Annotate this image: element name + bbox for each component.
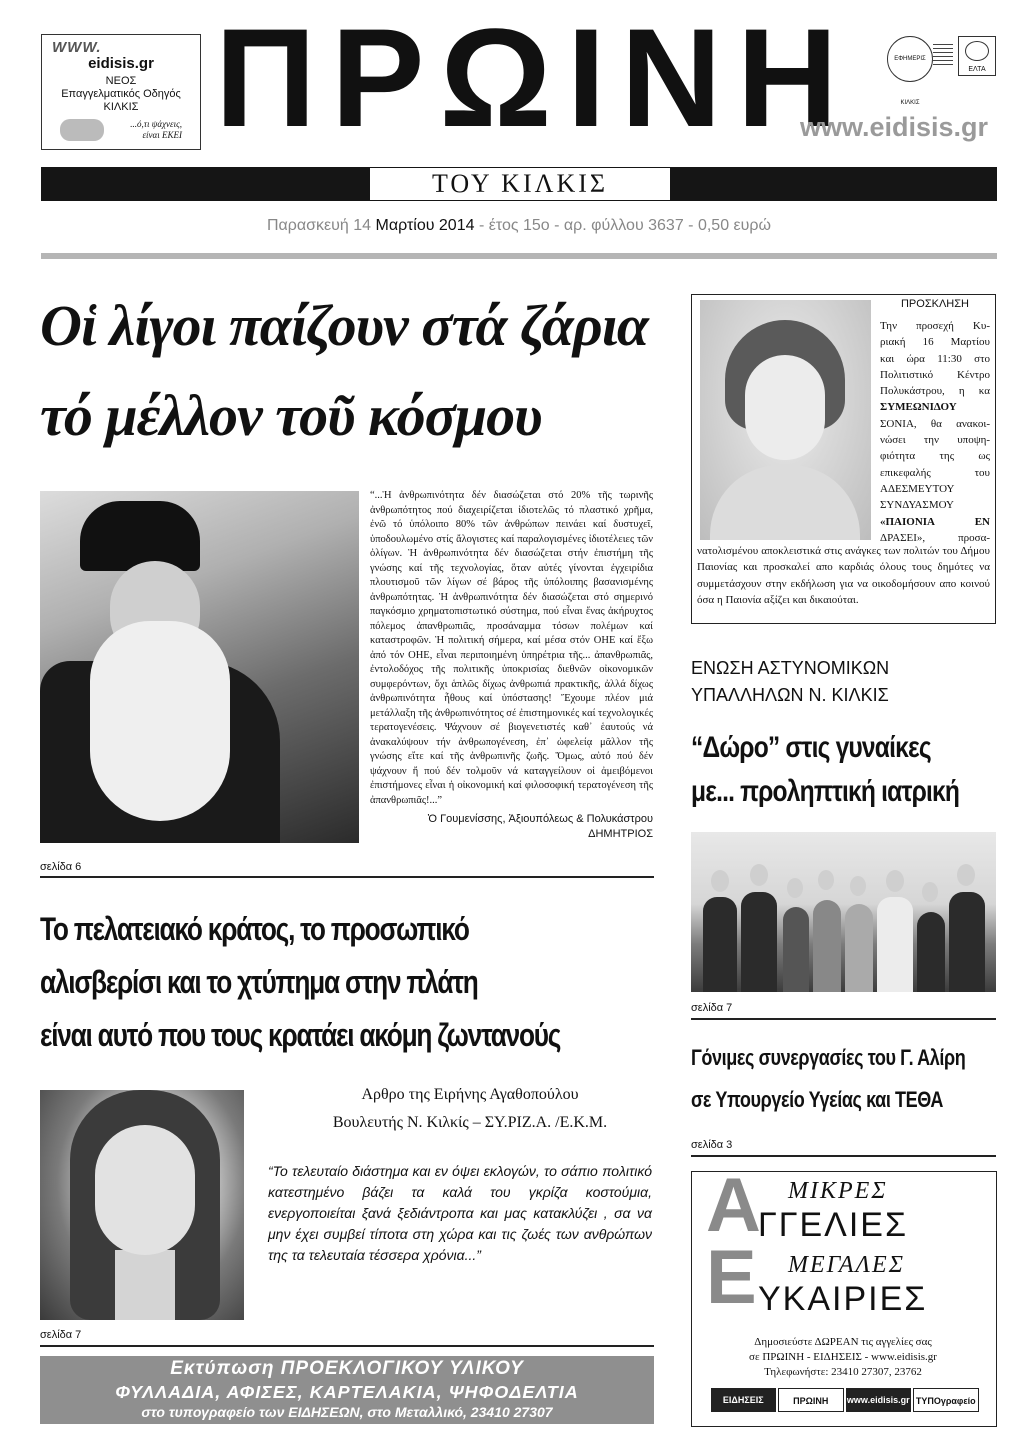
page-ref[interactable]: σελίδα 7 [40, 1329, 82, 1341]
second-headline[interactable]: αλισβερίσι και το χτύπημα στην πλάτη [40, 964, 478, 1000]
dateline-date: Μαρτίου 2014 [375, 217, 475, 234]
promo-www-logo: WWW. [52, 39, 102, 56]
classifieds-info: σε ΠΡΩΙΝΗ - ΕΙΔΗΣΕΙΣ - www.eidisis.gr [749, 1351, 937, 1363]
byline: Αρθρο της Ειρήνης Αγαθοπούλου [361, 1086, 579, 1103]
hermes-icon [965, 41, 989, 61]
print-ad-contact: στο τυπογραφείο των ΕΙΔΗΣΕΩΝ, στο Μεταλλικό, 23410 27307 [141, 1404, 553, 1420]
handshake-icon [60, 119, 104, 141]
print-ad-items: ΦΥΛΛΑΔΙΑ, ΑΦΙΣΕΣ, ΚΑΡΤΕΛΑΚΙΑ, ΨΗΦΟΔΕΛΤΙΑ [115, 1382, 579, 1402]
promo-line: ΚΙΛΚΙΣ [103, 101, 139, 113]
invitation-body: νατολισμένου αποκλειστικά στις ανάγκες των πολιτών του Δήμου Παιονίας και προσκαλεί απο καρδιάς όλους τους δημότες να συμμετάσχουν στην εκδήλωση για να οικοδομήσουν απο κοινού όσα η Παιονία αξίζει και δικαιούται. [697, 545, 990, 606]
dateline [41, 217, 997, 235]
candidate-photo [700, 300, 871, 540]
police-headline[interactable]: με... προληπτική ιατρική [691, 775, 960, 808]
bishop-photo [40, 491, 359, 843]
invitation-title: ΠΡΟΣΚΛΗΣΗ [900, 298, 969, 310]
section-rule [691, 1155, 996, 1157]
logo-proini: ΠΡΩΙΝΗ [778, 1388, 845, 1412]
police-kicker: ΕΝΩΣΗ ΑΣΤΥΝΟΜΙΚΩΝ [691, 658, 890, 678]
masthead-title: ΠΡΩΙΝΗ [215, 0, 853, 156]
postal-stamp-icon: ΕΦΗΜΕΡΙΣ ΚΙΛΚΙΣ [887, 36, 933, 82]
logo-eidiseis: ΕΙΔΗΣΕΙΣ [711, 1388, 776, 1412]
elta-label: ΕΛΤΑ [968, 66, 986, 73]
page-ref[interactable]: σελίδα 6 [40, 861, 82, 873]
logo-typografeio: ΤΥΠΟγραφείο [913, 1388, 980, 1412]
promo-tagline: ...ό,τι ψάχνεις, είναι ΕΚΕΙ [130, 119, 182, 140]
quote-signature-name: ΔΗΜΗΤΡΙΟΣ [588, 828, 653, 840]
classifieds-initial-a: Α [706, 1163, 761, 1248]
promo-line: Επαγγελματικός Οδηγός [61, 88, 181, 100]
lead-headline[interactable]: Οἱ λίγοι παίζουν στά ζάρια [40, 293, 648, 358]
print-ad-title: Εκτύπωση ΠΡΟΕΚΛΟΓΙΚΟΥ ΥΛΙΚΟΥ [170, 1358, 524, 1379]
police-kicker: ΥΠΑΛΛΗΛΩΝ Ν. ΚΙΛΚΙΣ [691, 685, 889, 705]
second-quote: “Το τελευταίο διάστημα και εν όψει εκλογών, το σάπιο πολιτικό κατεστημένο βάζει τα καλά του γκρίζα κοστούμια, ενεργοποιείται ξανά ξεδιάντροπα και μας κατακλύζει , σα να μην έχει συμβεί τίποτα στη χώρα και τις ζωές των ανθρώπων της τα τελευταία τέσσερα χρόνια...” [268, 1163, 652, 1263]
classifieds-megales: ΜΕΓΑΛΕΣ [788, 1252, 905, 1278]
invitation-text: Την προσεχή Κυ- ριακή 16 Μαρτίου και ώρα 11:30 στο Πολιτιστικό Κέντρο Πολυκάστρου, η κα ΣΥΜΕΩΝΙΔΟΥ ΣΟΝΙΑ, θα ανακοι- νώσει την υποψη- φιότητα της ως επικεφαλής του ΑΔΕΣΜΕΥΤΟΥ ΣΥΝΔΥΑΣΜΟΥ «ΠΑΙΟΝΙΑ ΕΝ ΔΡΑΣΕΙ», προσα- [880, 320, 990, 544]
author-photo [40, 1090, 244, 1320]
second-headline[interactable]: είναι αυτό που τους κρατάει ακόμη ζωντανούς [40, 1017, 561, 1053]
elta-stamp-icon [958, 36, 996, 76]
classifieds-initial-e: Ε [706, 1235, 757, 1320]
dateline-day: Παρασκευή 14 [266, 217, 376, 234]
classifieds-phone: Τηλεφωνήστε: 23410 27307, 23762 [764, 1366, 922, 1378]
classifieds-eukairies: ΥΚΑΙΡΙΕΣ [758, 1280, 928, 1318]
group-photo [691, 832, 996, 992]
page-ref[interactable]: σελίδα 3 [691, 1139, 733, 1151]
alir-headline[interactable]: Γόνιμες συνεργασίες του Γ. Αλίρη [691, 1045, 966, 1070]
promo-line: ΝΕΟΣ [105, 75, 137, 87]
promo-site: eidisis.gr [88, 55, 154, 72]
page-ref[interactable]: σελίδα 7 [691, 1002, 733, 1014]
section-rule [691, 1018, 996, 1020]
quote-signature: Ὁ Γουμενίσσης, Ἀξιουπόλεως & Πολυκάστρου [427, 813, 653, 825]
police-headline[interactable]: “Δώρο” στις γυναίκες [691, 731, 931, 764]
print-ad [40, 1356, 654, 1424]
lead-quote: “...Ἡ ἀνθρωπινότητα δέν διασώζεται στό 20% τῆς τωρινῆς ἀνθρωπότητος πού διαχειρίζεται ἰδιοτελῶς τό πλαστικό χρῆμα, ἐνῶ τό ὑπόλοιπο 80% τῶν ἀνθρώπων πεινάει καί δυστυχεῖ, ὑποδουλωμένο στίς ἄλογιστες καί παραλογισμένες ἰδιοτέλειες τῶν ὀλίγων. Ἡ ἀνθρωπινότητα δέν διασώζεται στήν ἐπιστήμη τῆς γνώσης καί τῆς τεχνολογίας, ὅταν αὐτές γίνονται ἐγχειρίδια πλουτισμοῦ τῶν λίγων σέ βάρος τῆς ὑπόλοιπης βασανισμένης ἀνθρωπότητας. Ἡ ἀνθρωπινότητα δέν διασώζεται στό σημερινό παγκόσμιο χρηματοπιστωτικό σύστημα, πού εἶναι ἕνας ἀκήρυχτος πόλεμος ἀπανθρωπιᾶς, πρoσάναμμα τόσων πολέμων καί καταστροφῶν. Ἡ πολιτική σήμερα, καί μέσα στόν ΟΗΕ καί ἔξω ἀπό τόν ΟΗΕ, εἶναι περιπoιημένη ὑπηρέτρια τῆς... ἀπανθρωπιᾶς, ἐντολοδόχος τῆς πολιτικῆς ὑποκρισίας διεθνῶν οἰκονομικῶν συμφερόντων, ὄχι ἁπλῶς δίχως ἀνθρωπιά πρακτικῆς, ἀλλά δίχως ἀνθρωπινότητα ἦθους καί ὑπόστασης! Ἔχουμε πλέον μιά μετάλλαξη τῆς ἀνθρωπινότητος σέ ἐπιστημονικές καί τεχνολογικές τερατογενέσεις. Ψάχνουν σέ βιογενετιστές καθ᾽ ἑαυτούς νά ἀνακαλύψουν τήν ἀνθρωπογένεση, ἐπ᾽ ὠφελείᾳ μᾶλλον τῆς γνώσης εἴτε καί τῆς ἀνθρωπινῆς ζωῆς. Ὅμως, αὐτό πού δέν ψάχνουν ἤ πού δέν τολμοῦν νά καταγγείλουν οἱ ἀμειβόμενοι ἐπιστήμονες εἶναι ἡ οἰκονομική καί φιλοσοφική τερατογένεση τῆς ἀπανθρωπιᾶς!...” [370, 490, 653, 806]
promo-box [41, 34, 201, 150]
section-rule [40, 876, 654, 878]
second-headline[interactable]: Το πελατειακό κράτος, το προσωπικό [40, 911, 469, 947]
classifieds-aggelies: ΓΓΕΛΙΕΣ [758, 1206, 908, 1244]
classifieds-logos [711, 1388, 979, 1412]
top-rule [41, 253, 997, 259]
classifieds-mikres: ΜΙΚΡΕΣ [788, 1178, 888, 1204]
postmark-waves-icon [933, 44, 953, 66]
dateline-issue: - έτος 15ο - αρ. φύλλου 3637 - 0,50 ευρώ [474, 217, 772, 234]
masthead-url[interactable]: www.eidisis.gr [800, 112, 989, 142]
lead-headline[interactable]: τό μέλλον τοῦ κόσμου [40, 383, 542, 448]
alir-headline[interactable]: σε Υπουργείο Υγείας και ΤΕΘΑ [691, 1087, 944, 1112]
section-rule [40, 1345, 654, 1347]
classifieds-info: Δημοσιεύστε ΔΩΡΕΑΝ τις αγγελίες σας [754, 1336, 932, 1348]
masthead-subtitle: ΤΟΥ ΚΙΛΚΙΣ [431, 169, 609, 198]
byline-role: Βουλευτής Ν. Κιλκίς – ΣΥ.ΡΙΖ.Α. /Ε.Κ.Μ. [332, 1114, 608, 1131]
logo-website: www.eidisis.gr [846, 1388, 911, 1412]
